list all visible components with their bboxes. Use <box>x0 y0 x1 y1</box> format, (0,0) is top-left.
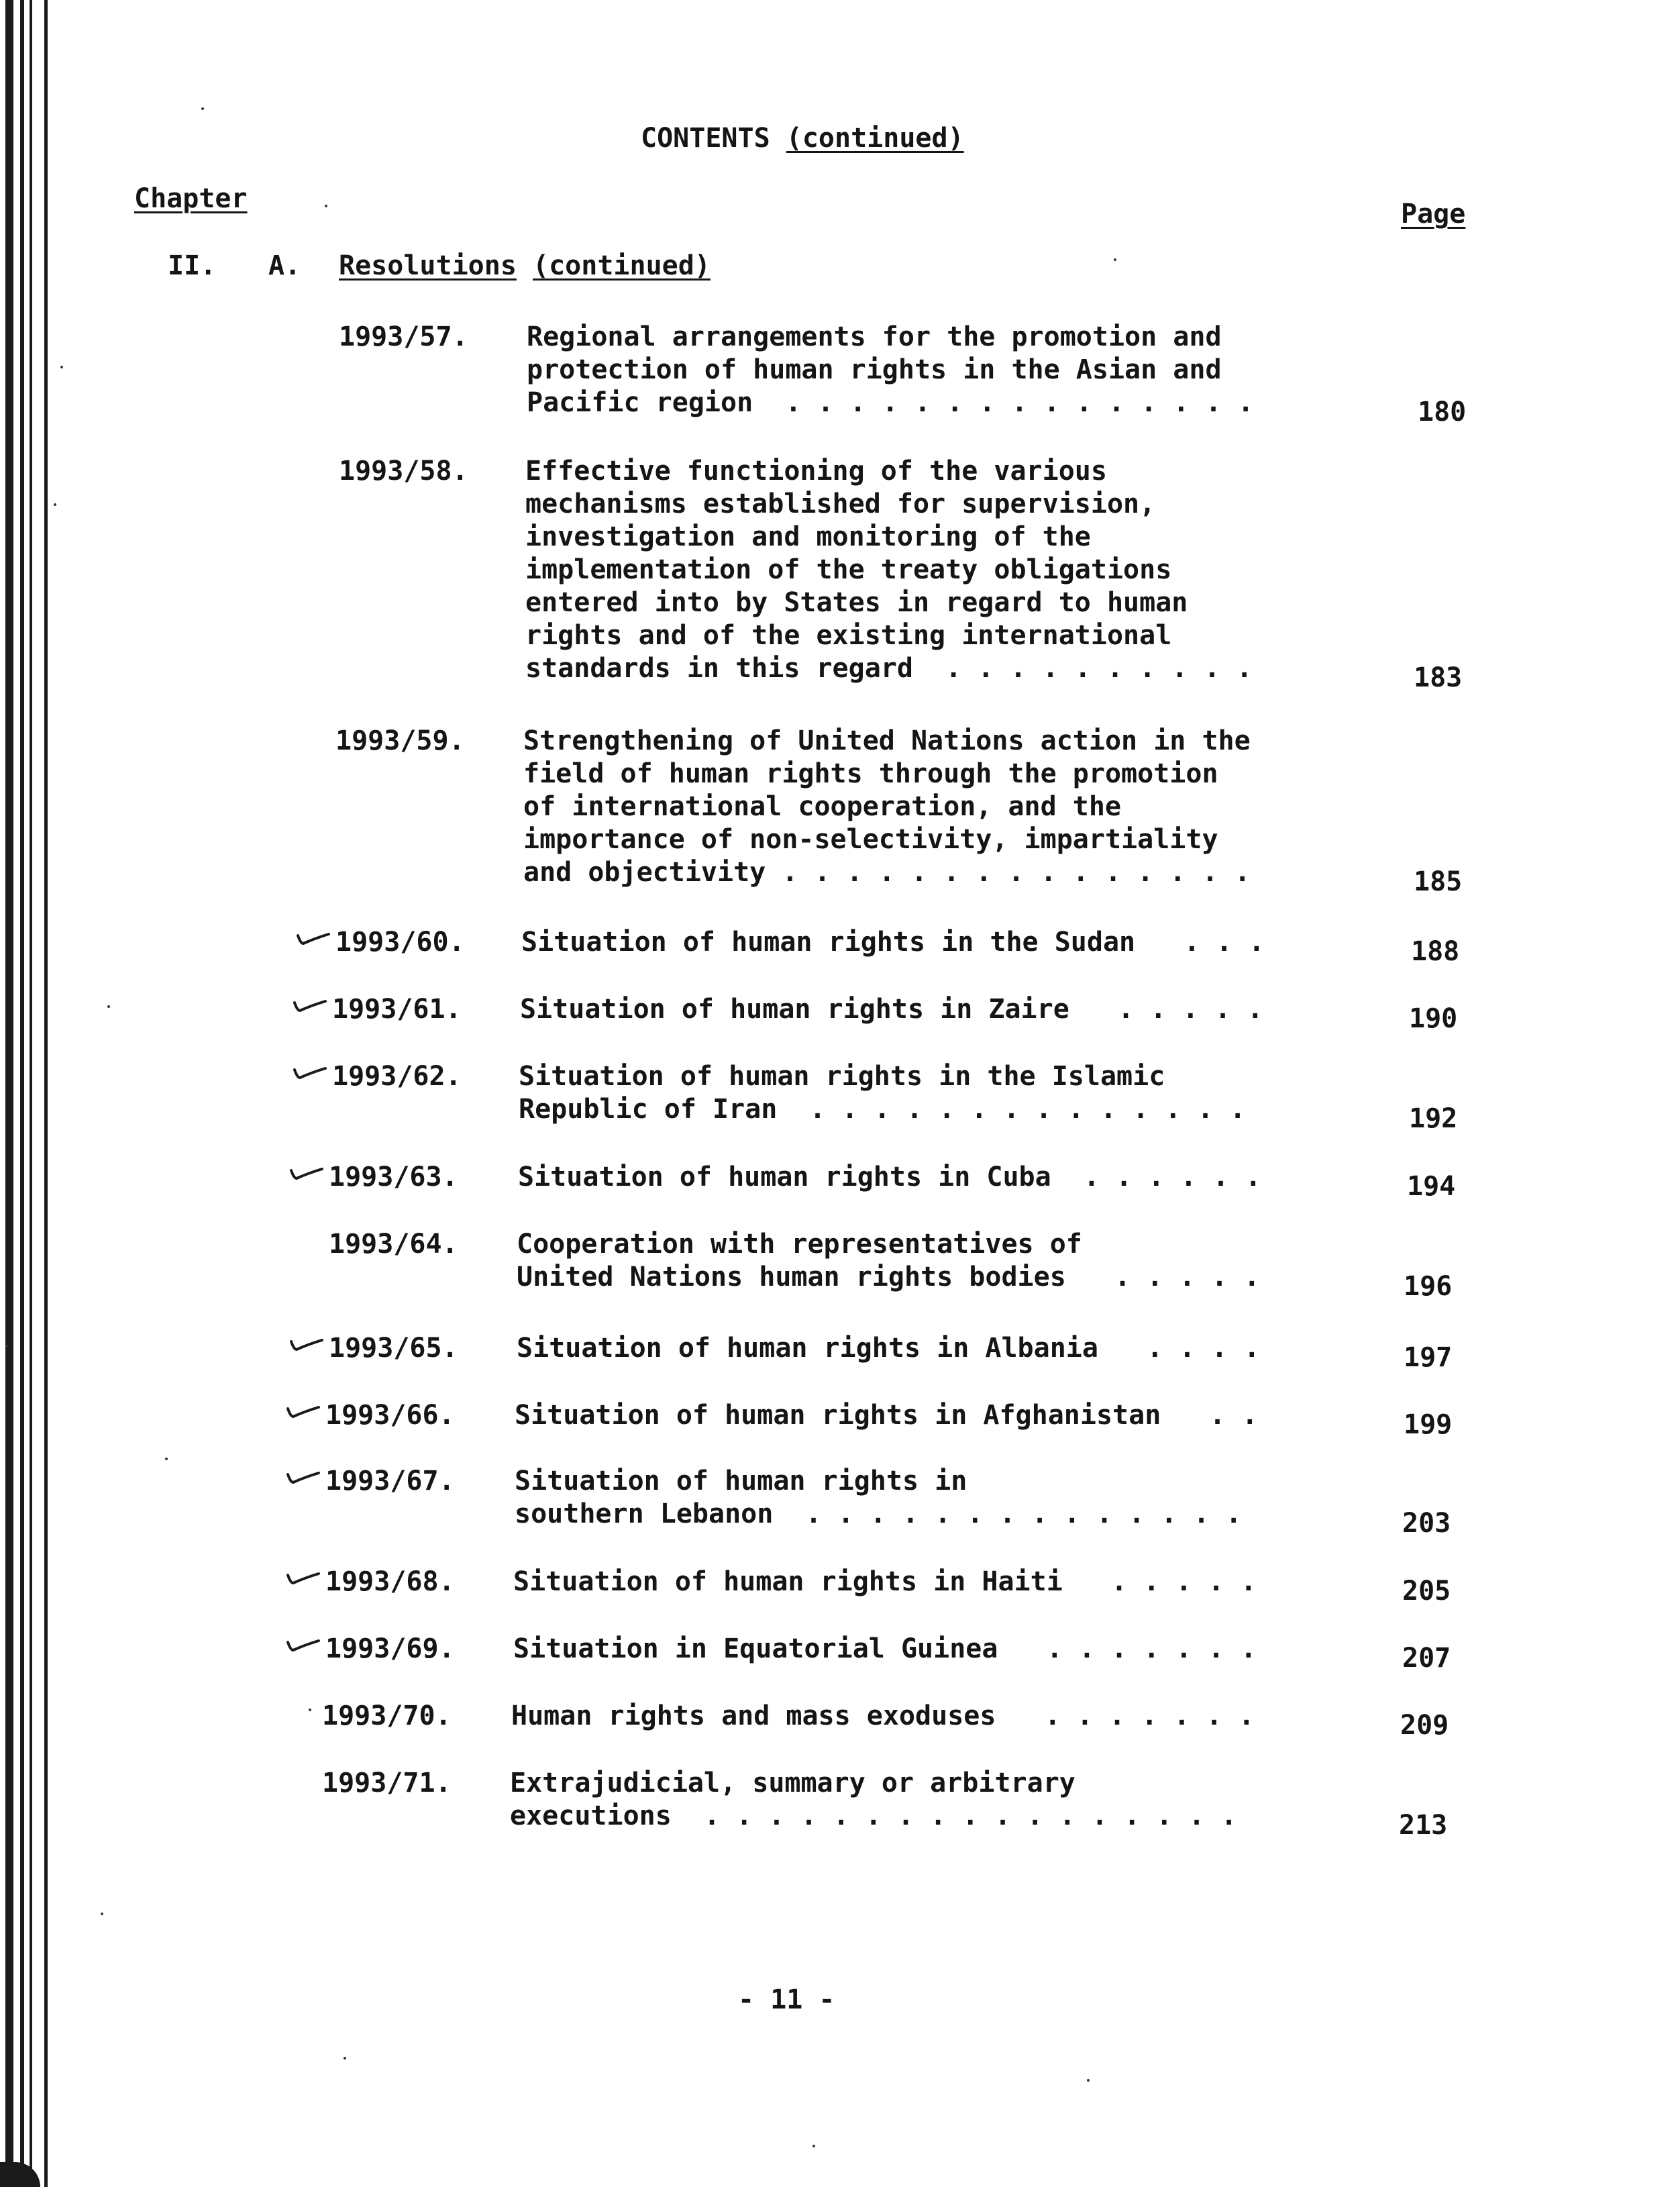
page-column-label: Page <box>1401 199 1466 230</box>
resolution-number: 1993/68. <box>325 1566 455 1597</box>
scan-speck <box>101 1913 103 1915</box>
resolution-number: 1993/67. <box>325 1466 455 1496</box>
resolution-title-line: implementation of the treaty obligations <box>525 554 1172 585</box>
resolution-title-line: Pacific region . . . . . . . . . . . . . . . <box>527 387 1254 418</box>
resolution-title-line: protection of human rights in the Asian and <box>527 354 1222 385</box>
resolution-title-line: Situation in Equatorial Guinea . . . . . . . <box>513 1633 1257 1664</box>
check-mark-icon <box>297 931 330 948</box>
resolution-title-line: Effective functioning of the various <box>525 456 1107 487</box>
scan-speck <box>5 1345 8 1347</box>
resolution-title-line: executions . . . . . . . . . . . . . . . . . <box>510 1800 1237 1831</box>
resolution-title-line: Extrajudicial, summary or arbitrary <box>510 1768 1075 1798</box>
page-reference: 180 <box>1418 397 1467 427</box>
page-reference: 183 <box>1414 662 1463 693</box>
section-chapter-number: II. <box>168 250 217 281</box>
resolution-title <box>511 1700 1255 1733</box>
scan-speck <box>60 366 63 368</box>
page-reference: 196 <box>1404 1271 1453 1302</box>
resolution-title-line: Situation of human rights in Albania . . . . <box>517 1333 1260 1364</box>
chapter-column-label: Chapter <box>134 183 248 214</box>
check-mark-icon <box>290 1337 323 1354</box>
resolution-number: 1993/60. <box>335 927 465 958</box>
resolution-title-line: investigation and monitoring of the <box>525 521 1091 552</box>
section-title-suffix: (continued) <box>533 250 711 281</box>
resolution-title <box>513 1566 1257 1598</box>
resolution-number: 1993/57. <box>339 321 468 352</box>
resolution-title-line: importance of non-selectivity, impartiality <box>523 824 1218 855</box>
page-reference: 199 <box>1404 1409 1453 1440</box>
resolution-title-line: Cooperation with representatives of <box>517 1229 1082 1260</box>
resolution-title <box>517 1332 1260 1365</box>
resolution-title <box>515 1399 1258 1432</box>
scan-speck <box>54 503 56 506</box>
section-letter: A. <box>268 250 301 281</box>
resolution-title-line: Human rights and mass exoduses . . . . . . . <box>511 1700 1255 1731</box>
page-reference: 213 <box>1399 1810 1448 1841</box>
resolution-title <box>510 1767 1237 1833</box>
page-reference: 188 <box>1411 936 1460 967</box>
scan-speck <box>325 205 327 207</box>
page-number: - 11 - <box>738 1984 835 2015</box>
resolution-title-line: Situation of human rights in Afghanistan . . <box>515 1400 1258 1431</box>
binding-edge <box>5 0 13 2187</box>
page-reference: 207 <box>1402 1643 1451 1674</box>
resolution-title-line: field of human rights through the promotion <box>523 758 1218 789</box>
check-mark-icon <box>286 1571 320 1587</box>
check-mark-icon <box>286 1638 320 1654</box>
page-reference: 194 <box>1407 1171 1456 1202</box>
section-title-text: Resolutions <box>339 250 517 281</box>
resolution-title-line: Situation of human rights in Zaire . . . . . <box>520 994 1263 1025</box>
resolution-title-line: and objectivity . . . . . . . . . . . . . . . <box>523 857 1251 888</box>
resolution-title <box>523 725 1251 889</box>
resolution-title <box>519 1060 1246 1126</box>
resolution-number: 1993/58. <box>339 456 468 487</box>
resolution-title-line: entered into by States in regard to human <box>525 587 1188 618</box>
resolution-number: 1993/59. <box>335 725 465 756</box>
scan-speck <box>1087 2079 1090 2082</box>
binding-edge-foot <box>0 2162 40 2187</box>
resolution-title-line: standards in this regard . . . . . . . . . . <box>525 653 1253 684</box>
resolution-title-line: Regional arrangements for the promotion and <box>527 321 1222 352</box>
page-reference: 205 <box>1402 1576 1451 1607</box>
resolution-number: 1993/71. <box>322 1768 452 1798</box>
resolution-number: 1993/64. <box>329 1229 458 1260</box>
page-reference: 190 <box>1409 1003 1458 1034</box>
resolution-title <box>520 993 1263 1026</box>
resolution-title <box>513 1633 1257 1666</box>
scan-speck <box>309 1709 311 1711</box>
resolution-number: 1993/70. <box>322 1700 452 1731</box>
resolution-number: 1993/63. <box>329 1162 458 1192</box>
check-mark-icon <box>290 1166 323 1182</box>
resolution-number: 1993/66. <box>325 1400 455 1431</box>
check-mark-icon <box>286 1405 320 1421</box>
scan-speck <box>201 107 204 110</box>
page-title-text: CONTENTS <box>641 123 770 154</box>
binding-edge <box>20 0 24 2187</box>
section-title <box>339 250 711 283</box>
resolution-title <box>525 455 1253 685</box>
resolution-title-line: rights and of the existing international <box>525 620 1172 651</box>
resolution-title-line: mechanisms established for supervision, <box>525 489 1156 519</box>
scan-speck <box>1114 258 1116 261</box>
scan-speck <box>344 2057 346 2059</box>
resolution-title-line: Situation of human rights in Haiti . . . . . <box>513 1566 1257 1597</box>
scan-speck <box>107 1005 110 1008</box>
resolution-title-line: Situation of human rights in <box>515 1466 967 1496</box>
page-title-suffix: (continued) <box>786 123 964 154</box>
resolution-title <box>527 321 1254 419</box>
page-reference: 192 <box>1409 1103 1458 1134</box>
scan-speck <box>812 2145 815 2147</box>
resolution-number: 1993/69. <box>325 1633 455 1664</box>
resolution-title-line: of international cooperation, and the <box>523 791 1122 822</box>
page-reference: 197 <box>1404 1342 1453 1373</box>
resolution-number: 1993/61. <box>332 994 462 1025</box>
resolution-title <box>517 1228 1260 1294</box>
resolution-title-line: Situation of human rights in the Islamic <box>519 1061 1165 1092</box>
binding-edge <box>30 0 32 2187</box>
page-reference: 209 <box>1400 1710 1449 1741</box>
resolution-title-line: Situation of human rights in Cuba . . . . . . <box>518 1162 1261 1192</box>
page-title <box>641 122 964 155</box>
resolution-title-line: Situation of human rights in the Sudan . . . <box>521 927 1265 958</box>
check-mark-icon <box>293 1066 327 1082</box>
page-reference: 185 <box>1414 866 1463 897</box>
resolution-title-line: southern Lebanon . . . . . . . . . . . . . . <box>515 1498 1242 1529</box>
resolution-number: 1993/65. <box>329 1333 458 1364</box>
check-mark-icon <box>293 999 327 1015</box>
resolution-title <box>521 926 1265 959</box>
binding-edge <box>44 0 48 2187</box>
check-mark-icon <box>286 1470 320 1486</box>
resolution-number: 1993/62. <box>332 1061 462 1092</box>
resolution-title-line: Republic of Iran . . . . . . . . . . . . . . <box>519 1094 1246 1125</box>
resolution-title <box>518 1161 1261 1194</box>
scan-speck <box>165 1458 168 1460</box>
resolution-title-line: United Nations human rights bodies . . . . . <box>517 1262 1260 1292</box>
resolution-title-line: Strengthening of United Nations action in the <box>523 725 1251 756</box>
page-reference: 203 <box>1402 1508 1451 1539</box>
resolution-title <box>515 1465 1242 1531</box>
